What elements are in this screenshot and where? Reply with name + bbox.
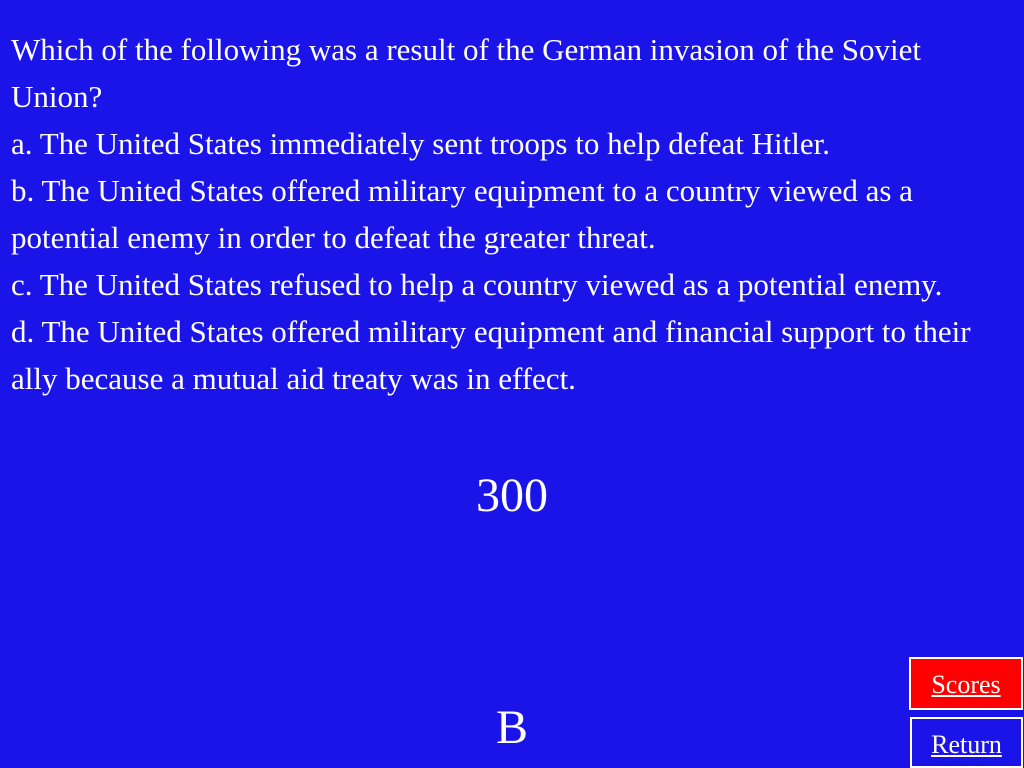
question-text: [11, 26, 1019, 402]
question-stem: Which of the following was a result of the German invasion of the Soviet Union?: [11, 32, 921, 114]
return-button[interactable]: Return: [910, 717, 1023, 768]
option-b: b. The United States offered military equipment to a country viewed as a potential enemy in order to defeat the greater threat.: [11, 173, 913, 255]
point-value: 300: [476, 469, 548, 522]
option-c: c. The United States refused to help a country viewed as a potential enemy.: [11, 267, 943, 302]
answer-text: B: [495, 701, 528, 754]
option-a: a. The United States immediately sent troops to help defeat Hitler.: [11, 126, 831, 161]
option-d: d. The United States offered military equipment and financial support to their ally because a mutual aid treaty was in effect.: [11, 314, 971, 396]
scores-button[interactable]: Scores: [909, 657, 1023, 710]
